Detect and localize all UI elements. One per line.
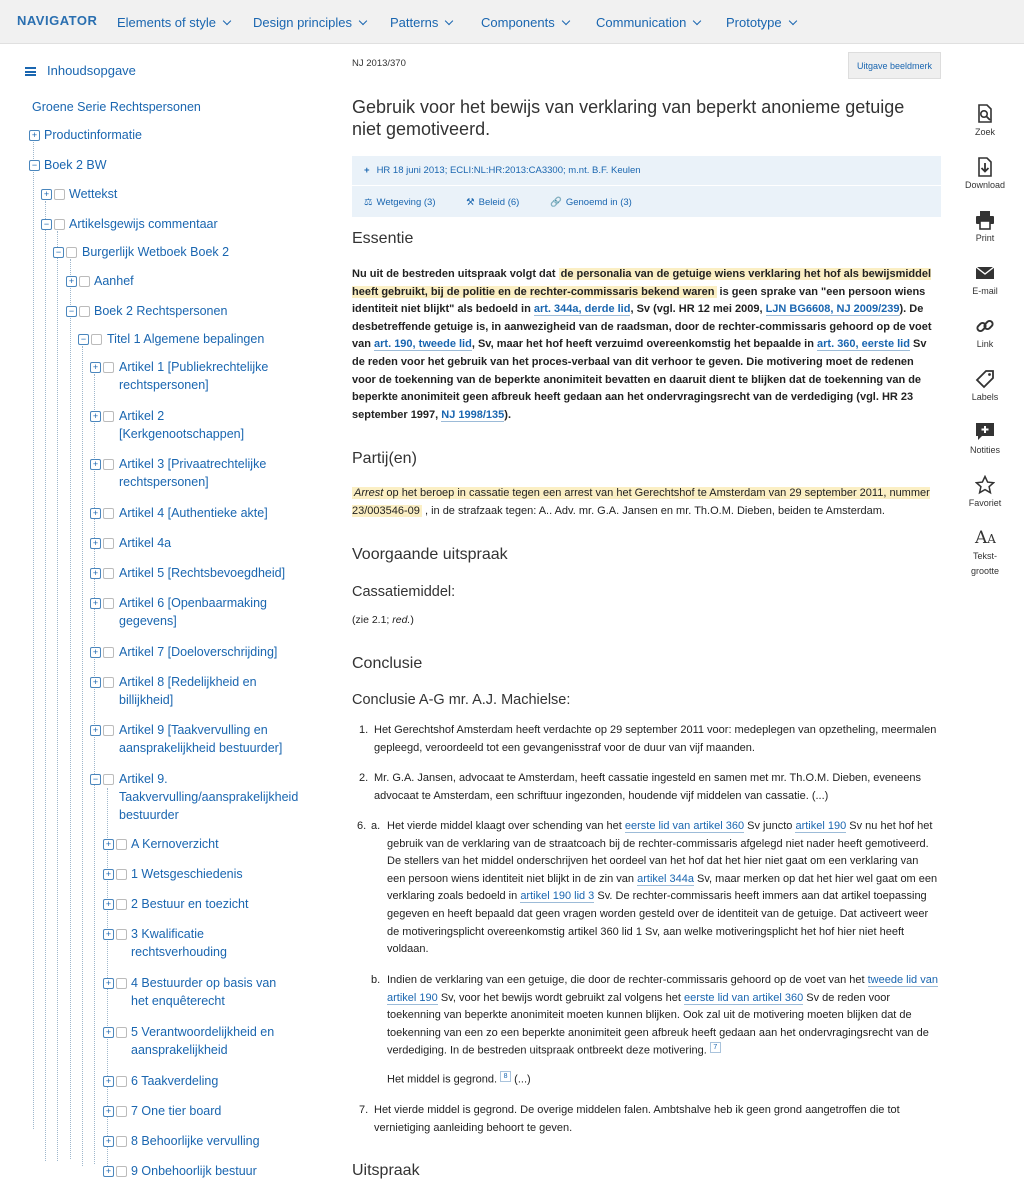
toc-item[interactable]: Aanhef xyxy=(94,274,134,288)
tab-beleid[interactable] xyxy=(466,197,533,208)
law-link[interactable]: eerste lid van artikel 360 xyxy=(683,991,804,1004)
expand-icon[interactable]: + xyxy=(103,869,114,880)
toc-item[interactable]: 7 One tier board xyxy=(131,1104,222,1118)
law-link[interactable]: tweede lid van artikel 190 xyxy=(387,974,938,1004)
tree-checkbox[interactable] xyxy=(116,899,127,910)
chain-link-icon xyxy=(975,316,995,336)
toc-item[interactable]: Artikel 6 [Openbaarmaking gegevens] xyxy=(119,596,267,628)
text: (zie 2.1; xyxy=(352,614,393,626)
toc-item[interactable]: Groene Serie Rechtspersonen xyxy=(32,100,201,114)
expand-icon[interactable]: + xyxy=(103,899,114,910)
text: is geen sprake van "een persoon wiens identiteit niet blijkt" als bedoeld in xyxy=(352,285,926,316)
expand-icon[interactable]: + xyxy=(90,677,101,688)
collapse-icon[interactable]: − xyxy=(53,247,64,258)
collapse-icon[interactable]: − xyxy=(66,306,77,317)
nav-label: Prototype xyxy=(726,15,782,30)
tab-label: Wetgeving (3) xyxy=(376,197,436,208)
chevron-down-icon xyxy=(445,17,453,25)
text: Indien de verklaring van een getuige, die door de rechter-commissaris gehoord op de voet van het xyxy=(387,974,868,986)
tool-label: grootte xyxy=(970,566,1000,576)
collapse-icon[interactable]: − xyxy=(90,774,101,785)
tree-checkbox[interactable] xyxy=(103,647,114,658)
expand-icon[interactable]: + xyxy=(103,1136,114,1147)
essentie-heading: Essentie xyxy=(352,230,414,247)
tree-checkbox[interactable] xyxy=(116,1076,127,1087)
toc-item[interactable]: Artikel 9 [Taakvervulling en aansprakelijkheid bestuurder] xyxy=(119,723,283,755)
list-item: Mr. G.A. Jansen, advocaat te Amsterdam, heeft cassatie ingesteld en samen met mr. Th.O.M. Dieben, eveneens advocaat te Amsterdam, een schriftuur ingezonden, houdende vijf middelen van cassatie. (...) xyxy=(374,772,922,802)
tag-icon xyxy=(975,369,995,389)
toc-item[interactable]: Boek 2 Rechtspersonen xyxy=(94,304,228,318)
hamburger-icon xyxy=(25,67,36,76)
nav-label: Elements of style xyxy=(117,15,216,30)
toc-item[interactable]: 4 Bestuurder op basis van het enquêterecht xyxy=(131,976,277,1008)
list-item xyxy=(387,1071,938,1089)
law-link[interactable]: eerste lid van artikel 360 xyxy=(624,820,745,832)
text: Sv. De rechter-commissaris heeft immers aan dat artikel toepassing gegeven en heeft bepaald dat geen vragen worden gesteld over de identiteit van de getuige. Dat activeert weer de motiveringsplicht overeenkomstig artikel 360 lid 1 Sv, aan welke motiveringsplicht het hof hier niet heeft voldaan. xyxy=(387,890,929,956)
partijen-text xyxy=(352,485,938,520)
list-item: Het Gerechtshof Amsterdam heeft verdachte op 29 september 2011 voor: medeplegen van opzetheling, meermalen gepleegd, veroordeeld tot een gevangenisstraf voor de duur van vijf maanden. xyxy=(374,724,937,754)
toc-item[interactable]: Productinformatie xyxy=(44,128,142,142)
list-letter: b. xyxy=(371,974,381,986)
emphasis: red. xyxy=(392,614,411,626)
expand-icon[interactable]: + xyxy=(90,538,101,549)
tree-guide-line xyxy=(45,201,46,1161)
law-link[interactable]: art. 344a, derde lid xyxy=(533,303,631,316)
search-tool[interactable] xyxy=(957,104,1013,137)
collapse-icon[interactable]: − xyxy=(78,334,89,345)
meta-tabs xyxy=(364,197,660,208)
favorite-tool[interactable] xyxy=(957,475,1013,508)
tree-checkbox[interactable] xyxy=(103,538,114,549)
tree-checkbox[interactable] xyxy=(54,189,65,200)
toc-item[interactable]: 2 Bestuur en toezicht xyxy=(131,897,249,911)
toc-item[interactable]: Artikel 3 [Privaatrechtelijke rechtspersonen] xyxy=(119,457,267,489)
text: Sv, maar merken op dat het hier wel gaat om een verklaring zoals bedoeld in xyxy=(387,872,938,903)
essentie-text xyxy=(352,266,938,424)
document-meta-panel xyxy=(352,156,941,217)
partijen-heading: Partij(en) xyxy=(352,450,417,467)
text: Sv, voor het bewijs wordt gebruikt zal volgens het xyxy=(437,991,684,1004)
tree-checkbox[interactable] xyxy=(103,725,114,736)
expand-icon[interactable]: + xyxy=(103,929,114,940)
text: Nu uit de bestreden uitspraak volgt dat xyxy=(352,268,559,280)
expand-icon[interactable]: + xyxy=(103,1027,114,1038)
tree-checkbox[interactable] xyxy=(116,929,127,940)
document-reference: NJ 2013/370 xyxy=(352,58,406,69)
voorgaande-heading: Voorgaande uitspraak xyxy=(352,546,508,563)
tool-label: Zoek xyxy=(974,127,995,137)
tool-label: E-mail xyxy=(972,286,998,296)
cassatie-heading: Cassatiemiddel: xyxy=(352,584,456,600)
link-icon: 🔗 xyxy=(549,197,562,208)
text: ). xyxy=(504,408,512,421)
toc-item[interactable]: Artikel 4a xyxy=(119,536,172,550)
tab-wetgeving[interactable] xyxy=(364,197,450,208)
toc-item[interactable]: 3 Kwalificatie rechtsverhouding xyxy=(131,927,227,959)
toc-item[interactable]: Artikel 8 [Redelijkheid en billijkheid] xyxy=(119,675,257,707)
text: Het vierde middel klaagt over schending van het xyxy=(387,820,625,832)
tree-guide-line xyxy=(70,259,71,1159)
tree-checkbox[interactable] xyxy=(103,459,114,470)
expand-icon[interactable]: + xyxy=(90,725,101,736)
tree-checkbox[interactable] xyxy=(116,978,127,989)
logo-publication-button[interactable]: Uitgave beeldmerk xyxy=(848,52,941,79)
tree-checkbox[interactable] xyxy=(116,1027,127,1038)
chevron-down-icon xyxy=(359,17,367,25)
plus-icon: + xyxy=(364,165,370,176)
navigator-logo[interactable]: NAVIGATOR xyxy=(17,13,98,28)
expand-icon[interactable]: + xyxy=(90,568,101,579)
nav-prototype[interactable] xyxy=(726,15,796,30)
text: ). De desbetreffende getuige is, in aanwezigheid van de raadsman, door de rechter-commissaris gehoord op de voet van xyxy=(352,303,932,351)
toc-item[interactable]: Artikel 2 [Kerkgenootschappen] xyxy=(119,409,245,441)
law-link[interactable]: art. 360, eerste lid xyxy=(817,338,910,351)
text: , in de strafzaak tegen: A.. Adv. mr. G.A. Jansen en mr. Th.O.M. Dieben, beiden te Amsterdam. xyxy=(421,504,885,517)
nav-label: Patterns xyxy=(390,15,439,30)
tree-guide-line xyxy=(57,231,58,1161)
printer-icon xyxy=(975,210,995,230)
tree-checkbox[interactable] xyxy=(54,219,65,230)
conclusie-heading: Conclusie xyxy=(352,655,423,672)
chevron-down-icon xyxy=(693,17,701,25)
top-navigation xyxy=(0,0,1024,44)
tree-checkbox[interactable] xyxy=(66,247,77,258)
law-link[interactable]: artikel 190 lid 3 xyxy=(520,890,595,903)
toc-item[interactable]: 5 Verantwoordelijkheid en aansprakelijkheid xyxy=(131,1025,275,1057)
text: op het beroep in cassatie tegen een arrest van het Gerechtshof te Amsterdam van 29 september 2011, nummer 23/003546-09 xyxy=(352,487,930,517)
list-item xyxy=(387,818,938,959)
tool-label: Print xyxy=(975,233,995,243)
chevron-down-icon xyxy=(561,17,569,25)
document-title: Gebruik voor het bewijs van verklaring van beperkt anonieme getuige niet gemotiveerd. xyxy=(352,97,905,139)
chevron-down-icon xyxy=(223,17,231,25)
law-link[interactable]: art. 190, tweede lid xyxy=(374,338,472,351)
toc-item[interactable]: Artikel 9. Taakvervulling/aansprakelijkheid bestuurder xyxy=(119,772,299,822)
expand-icon[interactable]: + xyxy=(29,130,40,141)
law-link[interactable]: artikel 190 xyxy=(795,820,847,832)
toc-item[interactable]: 9 Onbehoorlijk bestuur xyxy=(131,1164,257,1178)
uitspraak-heading: Uitspraak xyxy=(352,1162,420,1179)
toc-item[interactable]: Boek 2 BW xyxy=(44,158,107,172)
tree-checkbox[interactable] xyxy=(103,568,114,579)
toc-item[interactable]: Titel 1 Algemene bepalingen xyxy=(107,332,265,346)
nav-label: Communication xyxy=(596,15,687,30)
tool-label: Link xyxy=(976,339,994,349)
search-document-icon xyxy=(975,104,995,124)
nav-label: Components xyxy=(481,15,555,30)
print-tool[interactable] xyxy=(957,210,1013,243)
tree-checkbox[interactable] xyxy=(103,774,114,785)
labels-tool[interactable] xyxy=(957,369,1013,402)
text: Sv juncto xyxy=(744,820,796,832)
meta-expand[interactable] xyxy=(364,165,641,176)
tree-guide-line xyxy=(94,374,95,1164)
expand-icon[interactable]: + xyxy=(90,508,101,519)
nav-patterns[interactable] xyxy=(390,15,452,30)
expand-icon[interactable]: + xyxy=(103,1076,114,1087)
toc-item[interactable]: Artikelsgewijs commentaar xyxy=(69,217,218,231)
case-link[interactable]: LJN BG6608, NJ 2009/239 xyxy=(765,303,900,316)
text-size-tool[interactable] xyxy=(957,528,1013,576)
tool-label: Labels xyxy=(971,392,999,402)
tree-checkbox[interactable] xyxy=(103,677,114,688)
list-item: Het vierde middel is gegrond. De overige middelen falen. Ambtshalve heb ik geen grond aangetroffen die tot vernietiging aanleiding behoort te geven. xyxy=(374,1104,900,1134)
emphasis: Arrest xyxy=(354,487,384,499)
expand-icon[interactable]: + xyxy=(90,598,101,609)
text: ) xyxy=(410,614,414,626)
tree-checkbox[interactable] xyxy=(79,306,90,317)
tree-checkbox[interactable] xyxy=(91,334,102,345)
tree-checkbox[interactable] xyxy=(116,1166,127,1177)
download-tool[interactable] xyxy=(957,157,1013,190)
tab-label: Beleid (6) xyxy=(478,197,520,208)
expand-icon[interactable]: + xyxy=(90,647,101,658)
expand-icon[interactable]: + xyxy=(41,189,52,200)
text: Het middel is gegrond. xyxy=(387,1073,498,1086)
toc-item[interactable]: Artikel 5 [Rechtsbevoegdheid] xyxy=(119,566,286,580)
email-tool[interactable] xyxy=(957,263,1013,296)
tree-checkbox[interactable] xyxy=(103,508,114,519)
expand-icon[interactable]: + xyxy=(103,1106,114,1117)
nav-components[interactable] xyxy=(481,15,569,30)
toc-item[interactable]: A Kernoverzicht xyxy=(131,837,219,851)
text-size-icon: AA xyxy=(975,528,996,548)
expand-icon[interactable]: + xyxy=(90,362,101,373)
tree-checkbox[interactable] xyxy=(116,869,127,880)
tree-guide-line xyxy=(82,346,83,1166)
text: Sv de reden voor toekenning van beperkte anonimiteit moeten kunnen blijken. Ook zal uit de motivering moeten blijken dat de toekenning van een zo een beperkte anonimiteit geen afbreuk heeft gedaan aan het ondervragingsrecht van de verdediging. In de bestreden uitspraak ontbreekt deze motivering. xyxy=(387,991,929,1058)
list-number: 2. xyxy=(359,772,369,784)
nav-elements-of-style[interactable] xyxy=(117,15,230,30)
toc-item[interactable]: 8 Behoorlijke vervulling xyxy=(131,1134,260,1148)
expand-icon[interactable]: + xyxy=(103,1166,114,1177)
tree-checkbox[interactable] xyxy=(116,1136,127,1147)
toc-item[interactable]: 6 Taakverdeling xyxy=(131,1074,219,1088)
toc-toggle[interactable] xyxy=(25,63,136,78)
gavel-icon: ⚒ xyxy=(466,197,475,208)
scales-icon: ⚖ xyxy=(364,197,373,208)
toc-item[interactable]: Artikel 7 [Doeloverschrijding] xyxy=(119,645,278,659)
tree-guide-line xyxy=(33,139,34,1129)
meta-citation: HR 18 juni 2013; ECLI:NL:HR:2013:CA3300; m.nt. B.F. Keulen xyxy=(376,165,641,176)
nav-communication[interactable] xyxy=(596,15,700,30)
toc-item[interactable]: 1 Wetsgeschiedenis xyxy=(131,867,243,881)
toc-title: Inhoudsopgave xyxy=(47,63,136,78)
list-number: 7. xyxy=(359,1104,369,1116)
tree-checkbox[interactable] xyxy=(103,411,114,422)
star-icon xyxy=(975,475,995,495)
text: (...) xyxy=(511,1073,531,1086)
highlight: de personalia van de getuige wiens verklaring het hof als bewijsmiddel heeft gebruikt, bij de politie en de rechter-commissaris bekend waren xyxy=(352,268,932,298)
toc-item[interactable]: Artikel 1 [Publiekrechtelijke rechtspersonen] xyxy=(119,360,269,392)
tab-genoemd-in[interactable] xyxy=(550,197,646,208)
footnote-reference[interactable]: 7 xyxy=(710,1042,721,1053)
expand-icon[interactable]: + xyxy=(66,276,77,287)
add-note-icon xyxy=(975,422,995,442)
list-number: 1. xyxy=(359,724,369,736)
toc-item[interactable]: Artikel 4 [Authentieke akte] xyxy=(119,506,268,520)
chevron-down-icon xyxy=(788,17,796,25)
table-of-contents-sidebar xyxy=(0,44,336,1190)
text: Sv nu het hof het gebruik van de verklaring van de straatcoach bij de rechter-commissaris afgelegd niet nader heeft gemotiveerd. De stellers van het middel onderschrijven het oordeel van het hof dat het hier niet gaat om een verklaring van een persoon wiens identiteit niet blijkt in de zin van xyxy=(387,820,933,885)
text: , Sv, maar het hof heeft verzuimd overeenkomstig het bepaalde in xyxy=(471,338,818,351)
footnote-reference[interactable]: 8 xyxy=(500,1071,511,1082)
tree-checkbox[interactable] xyxy=(103,598,114,609)
collapse-icon[interactable]: − xyxy=(29,160,40,171)
expand-icon[interactable]: + xyxy=(103,978,114,989)
tree-checkbox[interactable] xyxy=(116,839,127,850)
case-link[interactable]: NJ 1998/135 xyxy=(441,408,505,421)
toc-item[interactable]: Wettekst xyxy=(69,187,118,201)
tool-label: Notities xyxy=(969,445,1000,455)
expand-icon[interactable]: + xyxy=(103,839,114,850)
list-item xyxy=(387,972,938,1061)
nav-design-principles[interactable] xyxy=(253,15,366,30)
tree-checkbox[interactable] xyxy=(79,276,90,287)
download-icon xyxy=(975,157,995,177)
list-letter: a. xyxy=(371,820,381,832)
tree-checkbox[interactable] xyxy=(103,362,114,373)
text: Sv de reden voor het gebruik van het proces-verbaal van dit verhoor te geven. Die motivering moet de redenen voor de toekenning van de beperkte anonimiteit bevatten en daaruit dient te blijken dat de toekenning van de beperkte anonimiteit geen afbreuk heeft gedaan aan het ondervragingsrecht van de verdediging (vgl. HR 23 september 1997, xyxy=(352,338,927,421)
notes-tool[interactable] xyxy=(957,422,1013,455)
cassatie-text xyxy=(352,612,938,630)
conclusie-subheading: Conclusie A-G mr. A.J. Machielse: xyxy=(352,692,571,708)
tool-label: Tekst- xyxy=(972,551,997,561)
expand-icon[interactable]: + xyxy=(90,459,101,470)
nav-label: Design principles xyxy=(253,15,352,30)
law-link[interactable]: artikel 344a xyxy=(637,872,694,885)
tool-label: Download xyxy=(964,180,1006,190)
tool-label: Favoriet xyxy=(968,498,1002,508)
envelope-icon xyxy=(975,263,995,283)
toc-item[interactable]: Burgerlijk Wetboek Boek 2 xyxy=(82,245,230,259)
meta-divider xyxy=(352,185,941,186)
text: , Sv (vgl. HR 12 mei 2009, xyxy=(630,303,766,316)
tree-checkbox[interactable] xyxy=(116,1106,127,1117)
collapse-icon[interactable]: − xyxy=(41,219,52,230)
tab-label: Genoemd in (3) xyxy=(565,197,632,208)
expand-icon[interactable]: + xyxy=(90,411,101,422)
link-tool[interactable] xyxy=(957,316,1013,349)
list-number: 6. xyxy=(357,820,367,832)
